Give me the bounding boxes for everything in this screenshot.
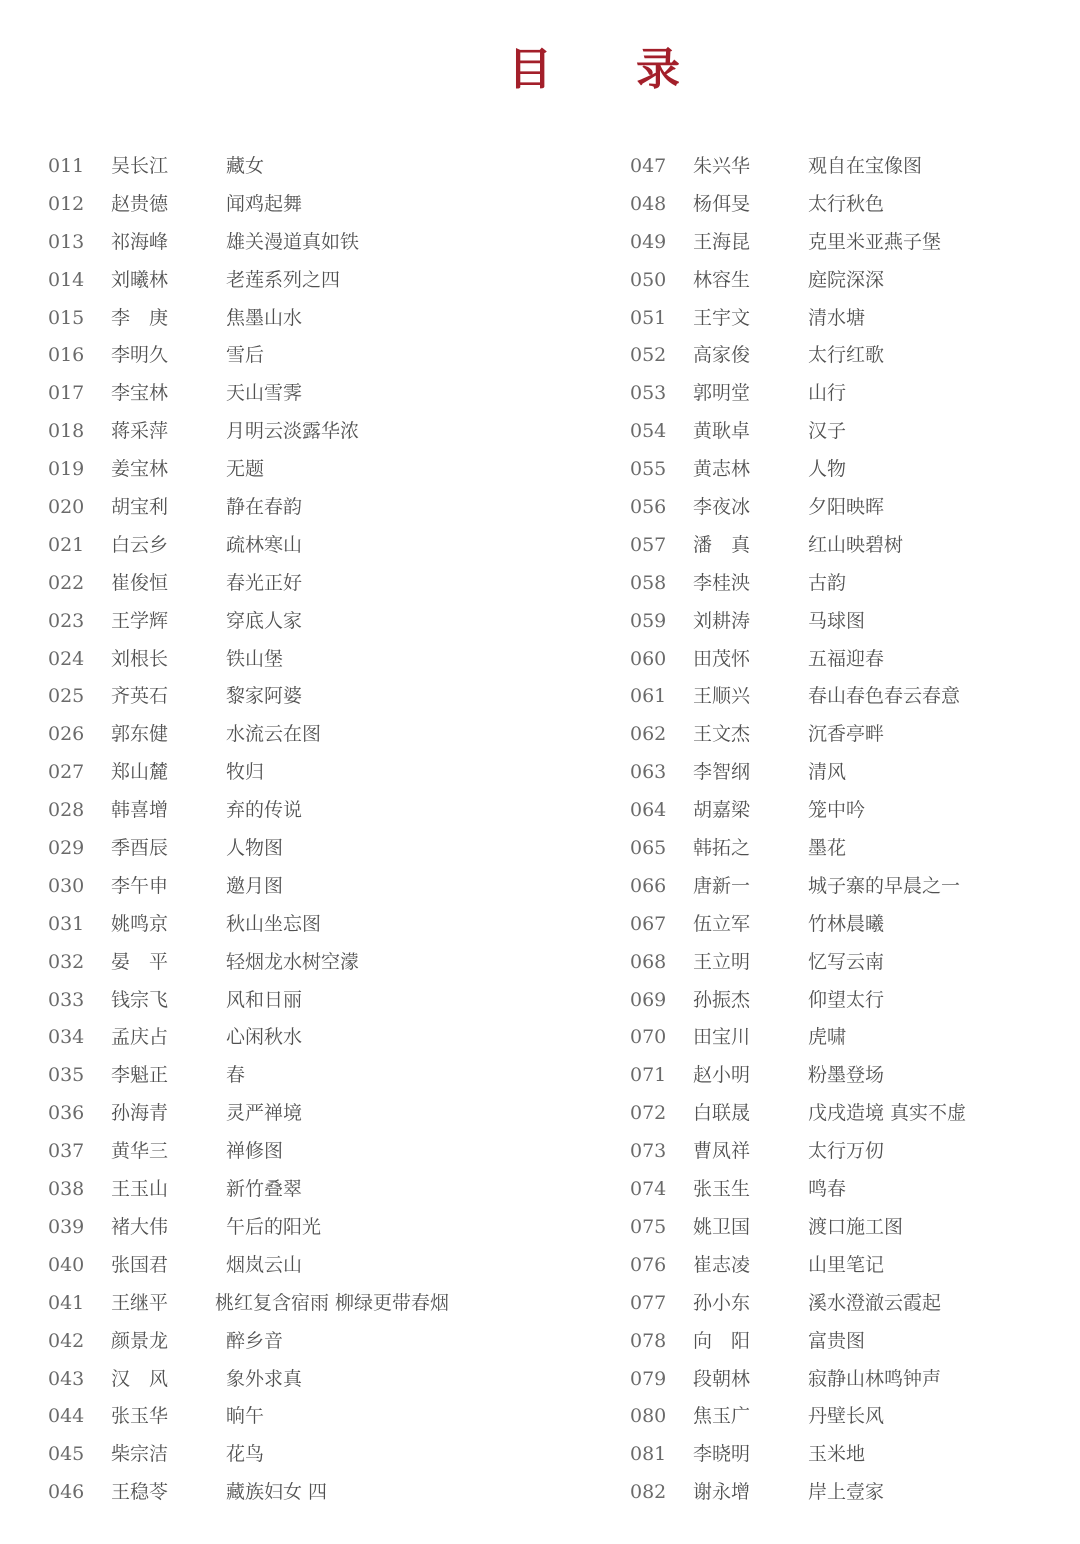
entry-number: 042: [48, 1329, 85, 1352]
entry-artist: 杨佴旻: [693, 192, 751, 215]
entry-artist: 吴长江: [111, 155, 169, 177]
entry-number: 062: [630, 723, 667, 746]
entry-artist: 谢永增: [693, 1481, 751, 1504]
entry-work-title: 弃的传说: [226, 799, 303, 822]
entry-number: 068: [630, 950, 667, 973]
entry-artist: 王文杰: [693, 723, 751, 746]
entry-artist: 黄志林: [693, 458, 751, 481]
entry-work-title: 粉墨登场: [808, 1064, 885, 1087]
entry-work-title: 清风: [808, 761, 847, 784]
entry-artist: 季酉辰: [111, 837, 169, 860]
entry-number: 016: [48, 344, 85, 367]
entry-work-title: 仰望太行: [808, 988, 885, 1011]
entry-artist: 孙小东: [693, 1291, 751, 1314]
entry-work-title: 人物: [808, 458, 847, 481]
entry-number: 032: [48, 950, 85, 973]
entry-number: 041: [48, 1291, 85, 1314]
entry-work-title: 庭院深深: [808, 268, 885, 291]
entry-number: 045: [48, 1443, 85, 1466]
entry-artist: 崔俊恒: [111, 571, 169, 594]
entry-artist: 郭东健: [111, 723, 169, 746]
entry-number: 012: [48, 192, 85, 215]
entry-work-title: 玉米地: [808, 1443, 866, 1466]
entry-number: 043: [48, 1367, 85, 1390]
entry-number: 039: [48, 1215, 85, 1238]
entry-artist: 韩喜增: [111, 799, 169, 822]
entry-artist: 钱宗飞: [111, 988, 169, 1011]
entry-number: 071: [630, 1064, 667, 1087]
entry-artist: 郭明堂: [693, 382, 751, 405]
entry-artist: 姚卫国: [693, 1215, 751, 1238]
entry-artist: 田宝川: [693, 1026, 751, 1049]
entry-work-title: 五福迎春: [808, 647, 885, 670]
entry-work-title: 夕阳映晖: [808, 496, 885, 519]
entry-artist: 潘 真: [693, 533, 751, 556]
entry-artist: 赵贵德: [111, 192, 169, 215]
entry-artist: 王顺兴: [693, 685, 751, 708]
entry-artist: 段朝林: [693, 1367, 751, 1390]
entry-artist: 李晓明: [693, 1443, 751, 1466]
entry-artist: 刘根长: [111, 647, 169, 670]
entry-number: 074: [630, 1178, 667, 1201]
entry-number: 011: [48, 155, 85, 177]
entry-artist: 颜景龙: [111, 1329, 169, 1352]
entry-work-title: 山行: [808, 382, 847, 405]
entry-work-title: 黎家阿婆: [226, 685, 303, 708]
entry-work-title: 禅修图: [226, 1140, 284, 1163]
entry-number: 075: [630, 1215, 667, 1238]
entry-number: 063: [630, 761, 667, 784]
entry-number: 058: [630, 571, 667, 594]
entry-number: 053: [630, 382, 667, 405]
entry-work-title: 邀月图: [226, 874, 284, 897]
title-char-2: 录: [636, 44, 680, 95]
entry-artist: 朱兴华: [693, 155, 751, 177]
entry-work-title: 寂静山林鸣钟声: [808, 1367, 942, 1390]
entry-artist: 郑山麓: [111, 761, 169, 784]
entry-number: 025: [48, 685, 85, 708]
entry-work-title: 汉子: [808, 420, 847, 443]
entry-work-title: 灵严禅境: [226, 1102, 303, 1125]
entry-artist: 蒋采萍: [111, 420, 169, 443]
entry-work-title: 观自在宝像图: [808, 155, 923, 177]
entry-artist: 李夜冰: [693, 496, 751, 519]
entry-work-title: 马球图: [808, 609, 866, 632]
entry-number: 015: [48, 306, 85, 329]
entry-number: 061: [630, 685, 667, 708]
entry-artist: 王玉山: [111, 1178, 169, 1201]
entry-work-title: 岸上壹家: [808, 1481, 885, 1504]
entry-work-title: 春: [226, 1064, 246, 1087]
entry-number: 049: [630, 230, 667, 253]
entry-work-title: 春光正好: [226, 571, 303, 594]
entry-work-title: 渡口施工图: [808, 1215, 904, 1238]
entry-work-title: 戊戌造境 真实不虚: [808, 1102, 967, 1125]
entry-artist: 姜宝林: [111, 458, 169, 481]
entry-artist: 向 阳: [693, 1329, 751, 1352]
entry-artist: 胡嘉梁: [693, 799, 751, 822]
entry-artist: 孙海青: [111, 1102, 169, 1125]
entry-number: 038: [48, 1178, 85, 1201]
entry-work-title: 清水塘: [808, 306, 866, 329]
entry-artist: 孟庆占: [111, 1026, 169, 1049]
entry-artist: 刘曦林: [111, 268, 169, 291]
entry-number: 036: [48, 1102, 85, 1125]
entry-artist: 李 庚: [111, 306, 169, 329]
entry-number: 037: [48, 1140, 85, 1163]
entry-number: 064: [630, 799, 667, 822]
entry-artist: 唐新一: [693, 874, 751, 897]
entry-artist: 伍立军: [693, 912, 751, 935]
entry-artist: 李智纲: [693, 761, 751, 784]
entry-number: 035: [48, 1064, 85, 1087]
entry-artist: 曹凤祥: [693, 1140, 751, 1163]
entry-number: 079: [630, 1367, 667, 1390]
entry-number: 055: [630, 458, 667, 481]
entry-work-title: 太行红歌: [808, 344, 885, 367]
entry-work-title: 太行万仞: [808, 1140, 885, 1163]
entry-work-title: 藏女: [226, 155, 265, 177]
entry-work-title: 藏族妇女 四: [226, 1481, 328, 1504]
entry-number: 040: [48, 1253, 85, 1276]
entry-work-title: 竹林晨曦: [808, 912, 885, 935]
entry-number: 028: [48, 799, 85, 822]
entry-work-title: 午后的阳光: [226, 1215, 322, 1238]
entry-artist: 王宇文: [693, 306, 751, 329]
entry-number: 024: [48, 647, 85, 670]
entry-artist: 王立明: [693, 950, 751, 973]
entry-artist: 焦玉广: [693, 1405, 751, 1428]
entry-work-title: 闻鸡起舞: [226, 192, 303, 215]
entry-number: 065: [630, 837, 667, 860]
entry-number: 044: [48, 1405, 85, 1428]
entry-artist: 柴宗洁: [111, 1443, 169, 1466]
entry-artist: 黄耿卓: [693, 420, 751, 443]
entry-number: 052: [630, 344, 667, 367]
entry-number: 021: [48, 533, 85, 556]
entry-artist: 李魁正: [111, 1064, 169, 1087]
entry-work-title: 沉香亭畔: [808, 723, 885, 746]
entry-work-title: 太行秋色: [808, 192, 885, 215]
entry-artist: 高家俊: [693, 344, 751, 367]
entry-number: 057: [630, 533, 667, 556]
entry-number: 066: [630, 874, 667, 897]
entry-work-title: 象外求真: [226, 1367, 303, 1390]
entry-work-title: 静在春韵: [226, 496, 303, 519]
entry-number: 082: [630, 1481, 667, 1504]
entry-work-title: 疏林寒山: [226, 533, 303, 556]
entry-artist: 汉 风: [111, 1367, 169, 1390]
entry-work-title: 春山春色春云春意: [808, 685, 961, 708]
entry-work-title: 无题: [226, 458, 265, 481]
entry-artist: 姚鸣京: [111, 912, 169, 935]
entry-number: 019: [48, 458, 85, 481]
entry-artist: 黄华三: [111, 1140, 169, 1163]
entry-artist: 王海昆: [693, 230, 751, 253]
entry-number: 081: [630, 1443, 667, 1466]
entry-number: 070: [630, 1026, 667, 1049]
entry-number: 031: [48, 912, 85, 935]
entry-artist: 张国君: [111, 1253, 169, 1276]
entry-artist: 刘耕涛: [693, 609, 751, 632]
entry-work-title: 墨花: [808, 837, 847, 860]
entry-work-title: 鸣春: [808, 1178, 847, 1201]
entry-number: 051: [630, 306, 667, 329]
entry-number: 073: [630, 1140, 667, 1163]
entry-work-title: 牧归: [226, 761, 265, 784]
entry-work-title: 新竹叠翠: [226, 1178, 303, 1201]
entry-number: 018: [48, 420, 85, 443]
entry-number: 072: [630, 1102, 667, 1125]
entry-number: 046: [48, 1481, 85, 1504]
entry-work-title: 花鸟: [226, 1443, 265, 1466]
entry-work-title: 城子寨的早晨之一: [808, 874, 961, 897]
entry-number: 013: [48, 230, 85, 253]
entry-work-title: 秋山坐忘图: [226, 912, 322, 935]
entry-number: 022: [48, 571, 85, 594]
entry-work-title: 山里笔记: [808, 1253, 885, 1276]
entry-artist: 王继平: [111, 1291, 169, 1314]
entry-number: 034: [48, 1026, 85, 1049]
entry-number: 020: [48, 496, 85, 519]
entry-work-title: 富贵图: [808, 1329, 866, 1352]
entry-work-title: 穿底人家: [226, 609, 303, 632]
entry-work-title: 忆写云南: [808, 950, 885, 973]
entry-number: 076: [630, 1253, 667, 1276]
entry-number: 054: [630, 420, 667, 443]
entry-work-title: 红山映碧树: [808, 533, 904, 556]
entry-work-title: 老莲系列之四: [226, 268, 341, 291]
entry-artist: 韩拓之: [693, 837, 751, 860]
page-title: [0, 40, 1080, 100]
entry-number: 077: [630, 1291, 667, 1314]
entry-work-title: 桃红复含宿雨 柳绿更带春烟: [215, 1291, 450, 1314]
entry-number: 027: [48, 761, 85, 784]
entry-number: 029: [48, 837, 85, 860]
entry-artist: 晏 平: [111, 950, 169, 973]
entry-artist: 孙振杰: [693, 988, 751, 1011]
entry-work-title: 笼中吟: [808, 799, 866, 822]
entry-number: 056: [630, 496, 667, 519]
entry-work-title: 焦墨山水: [226, 306, 303, 329]
entry-work-title: 醉乡音: [226, 1329, 284, 1352]
entry-artist: 齐英石: [111, 685, 169, 708]
entry-work-title: 虎啸: [808, 1026, 847, 1049]
entry-work-title: 晌午: [226, 1405, 265, 1428]
entry-work-title: 心闲秋水: [226, 1026, 303, 1049]
entry-work-title: 溪水澄澈云霞起: [808, 1291, 942, 1314]
entry-artist: 崔志凌: [693, 1253, 751, 1276]
entry-artist: 胡宝利: [111, 496, 169, 519]
entry-artist: 王稳苓: [111, 1481, 169, 1504]
entry-artist: 李明久: [111, 344, 169, 367]
entry-number: 014: [48, 268, 85, 291]
entry-artist: 李桂泱: [693, 571, 751, 594]
entry-work-title: 水流云在图: [226, 723, 322, 746]
entry-work-title: 克里米亚燕子堡: [808, 230, 942, 253]
title-char-1: 目: [508, 44, 552, 95]
entry-artist: 林容生: [693, 268, 751, 291]
entry-artist: 张玉华: [111, 1405, 169, 1428]
entry-work-title: 月明云淡露华浓: [226, 420, 360, 443]
entry-work-title: 烟岚云山: [226, 1253, 303, 1276]
entry-work-title: 人物图: [226, 837, 284, 860]
entry-number: 047: [630, 155, 667, 177]
entry-number: 023: [48, 609, 85, 632]
entry-artist: 白联晟: [693, 1102, 751, 1125]
entry-number: 033: [48, 988, 85, 1011]
entry-number: 048: [630, 192, 667, 215]
entry-number: 080: [630, 1405, 667, 1428]
entry-work-title: 丹壁长风: [808, 1405, 885, 1428]
entry-work-title: 天山雪霁: [226, 382, 303, 405]
entry-work-title: 雪后: [226, 344, 265, 367]
entry-number: 060: [630, 647, 667, 670]
entry-number: 069: [630, 988, 667, 1011]
entry-artist: 李宝林: [111, 382, 169, 405]
entry-work-title: 铁山堡: [226, 647, 284, 670]
entry-artist: 李午申: [111, 874, 169, 897]
entry-number: 030: [48, 874, 85, 897]
entry-number: 078: [630, 1329, 667, 1352]
entry-artist: 祁海峰: [111, 230, 169, 253]
entry-number: 050: [630, 268, 667, 291]
entry-artist: 张玉生: [693, 1178, 751, 1201]
entry-number: 026: [48, 723, 85, 746]
entry-number: 067: [630, 912, 667, 935]
entry-work-title: 古韵: [808, 571, 847, 594]
entry-work-title: 雄关漫道真如铁: [226, 230, 360, 253]
entry-artist: 田茂怀: [693, 647, 751, 670]
entry-artist: 白云乡: [111, 533, 169, 556]
entry-artist: 王学辉: [111, 609, 169, 632]
entry-work-title: 轻烟龙水树空濛: [226, 950, 360, 973]
entry-artist: 赵小明: [693, 1064, 751, 1087]
entry-number: 017: [48, 382, 85, 405]
entry-artist: 褚大伟: [111, 1215, 169, 1238]
entry-work-title: 风和日丽: [226, 988, 303, 1011]
entry-number: 059: [630, 609, 667, 632]
